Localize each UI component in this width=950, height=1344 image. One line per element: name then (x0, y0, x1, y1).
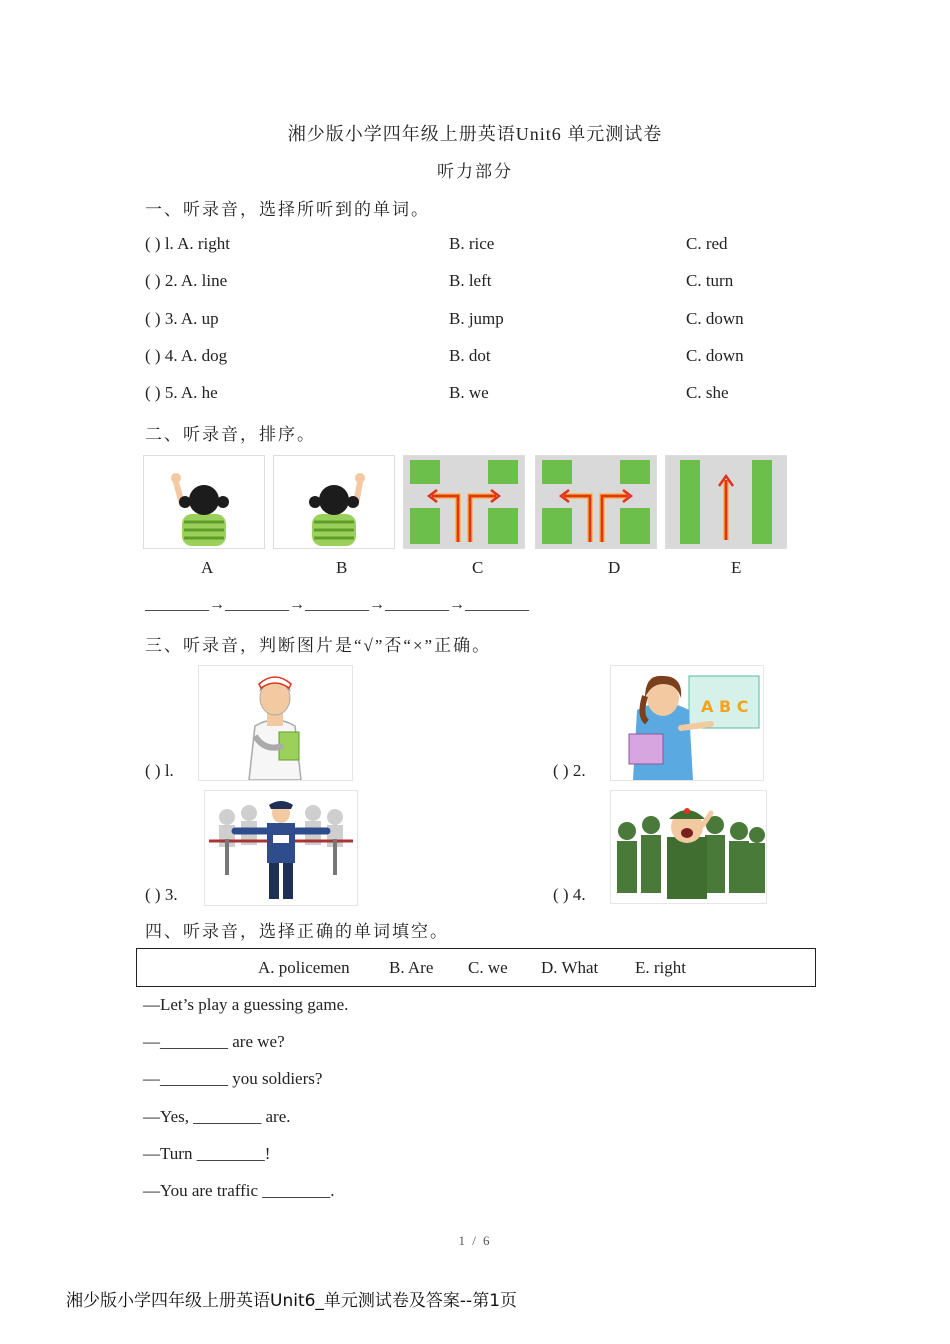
judge-item-3: ( ) 3. (145, 885, 178, 904)
soldiers-picture (610, 790, 767, 904)
section-1-heading: 一、听录音，选择所听到的单词。 (145, 200, 430, 219)
judge-item-1: ( ) l. (145, 761, 174, 780)
dialogue-line-1: —Let’s play a guessing game. (143, 995, 349, 1014)
dialogue-line-6: —You are traffic ________. (143, 1181, 335, 1200)
word-option-d: D. What (541, 958, 599, 977)
question-3-option-c: C. down (686, 309, 744, 328)
question-4-stem: ( ) 4. A. dog (145, 346, 228, 365)
picture-label-c: C (472, 558, 484, 577)
question-1-option-b: B. rice (449, 234, 495, 253)
question-3-stem: ( ) 3. A. up (145, 309, 219, 328)
question-5-stem: ( ) 5. A. he (145, 383, 218, 402)
svg-text:A B C: A B C (701, 697, 749, 716)
word-option-e: E. right (635, 958, 686, 977)
picture-d-road-turn (535, 455, 657, 549)
page-number: 1 / 6 (458, 1233, 492, 1248)
word-option-b: B. Are (389, 958, 434, 977)
section-3-heading: 三、听录音，判断图片是“√”否“×”正确。 (145, 636, 492, 655)
section-2-heading: 二、听录音，排序。 (145, 425, 316, 444)
policeman-picture (204, 790, 358, 906)
word-option-c: C. we (468, 958, 508, 977)
question-2-option-c: C. turn (686, 271, 734, 290)
question-2-option-b: B. left (449, 271, 492, 290)
question-5-option-b: B. we (449, 383, 489, 402)
dialogue-line-3: —________ you soldiers? (143, 1069, 323, 1088)
word-bank-box (136, 948, 816, 987)
teacher-picture (610, 665, 764, 781)
question-3-option-b: B. jump (449, 309, 504, 328)
question-4-option-c: C. down (686, 346, 744, 365)
picture-e-road-straight (665, 455, 787, 549)
judge-item-4: ( ) 4. (553, 885, 586, 904)
question-1-option-c: C. red (686, 234, 728, 253)
section-4-heading: 四、听录音，选择正确的单词填空。 (145, 922, 449, 941)
page-title: 湘少版小学四年级上册英语Unit6 单元测试卷 (287, 124, 663, 144)
dialogue-line-5: —Turn ________! (143, 1144, 271, 1163)
picture-c-road-turn (403, 455, 525, 549)
picture-b-girl-right-hand (273, 455, 395, 549)
question-1-stem: ( ) l. A. right (145, 234, 230, 253)
picture-label-a: A (201, 558, 214, 577)
page-subtitle: 听力部分 (437, 162, 513, 181)
document-footer: 湘少版小学四年级上册英语Unit6_单元测试卷及答案--第1页 (66, 1291, 518, 1311)
picture-label-d: D (608, 558, 621, 577)
judge-item-2: ( ) 2. (553, 761, 586, 780)
picture-a-girl-left-hand (143, 455, 265, 549)
dialogue-line-4: —Yes, ________ are. (143, 1107, 291, 1126)
question-2-stem: ( ) 2. A. line (145, 271, 228, 290)
picture-label-b: B (336, 558, 348, 577)
question-4-option-b: B. dot (449, 346, 491, 365)
sequence-answer-line: ________→________→________→________→________ (145, 596, 529, 613)
picture-label-e: E (731, 558, 742, 577)
dialogue-line-2: —________ are we? (143, 1032, 285, 1051)
question-5-option-c: C. she (686, 383, 729, 402)
nurse-picture (198, 665, 353, 781)
word-option-a: A. policemen (258, 958, 350, 977)
